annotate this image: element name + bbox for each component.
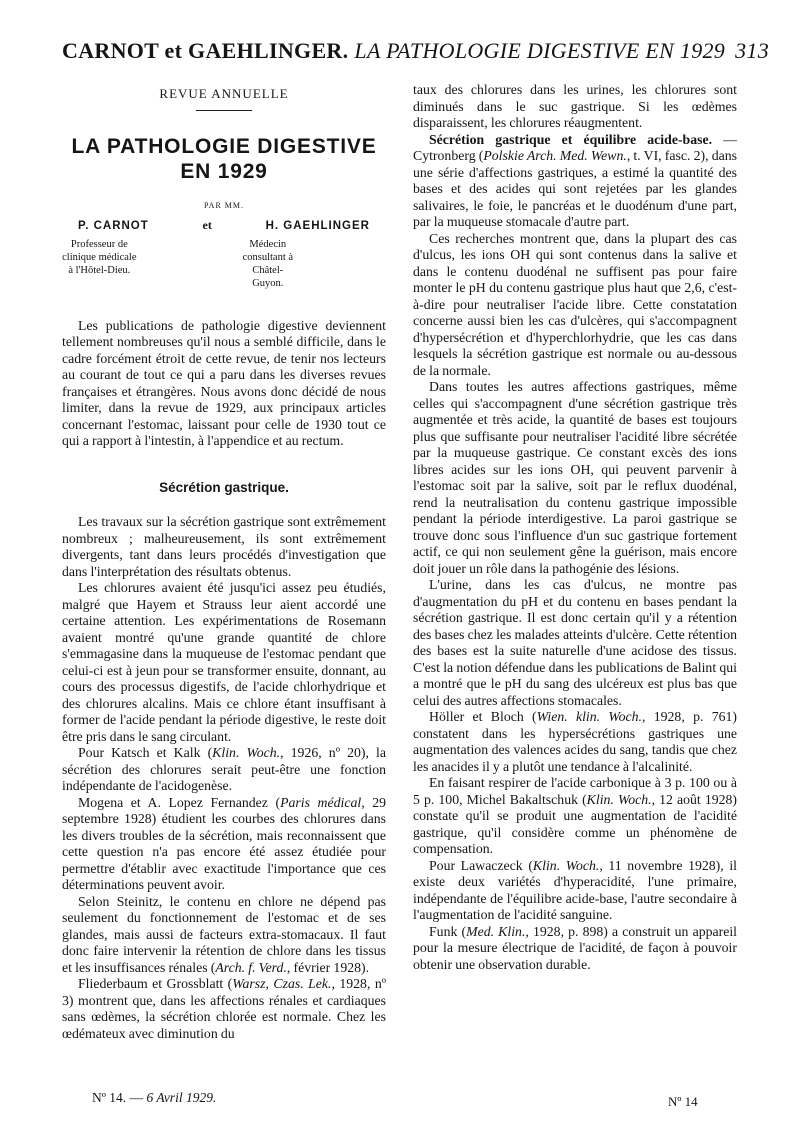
author-gaehlinger: H. GAEHLINGER bbox=[265, 220, 370, 232]
right-paragraph-0: taux des chlorures dans les urines, les chlorures sont diminués dans le suc gastrique. Si les œdèmes disparaissent, les chlorures réaugmentent. bbox=[413, 82, 737, 130]
right-paragraph-5: Höller et Bloch (Wien. klin. Woch., 1928, p. 761) constatent dans les hypersécrétions gastriques une augmentation des valences acides du sang, tandis que chez les anacides il y a plutôt une tendance à l'alcalinité. bbox=[413, 709, 738, 774]
par-mm-label: PAR MM. bbox=[203, 200, 245, 210]
article-title bbox=[62, 134, 386, 184]
right-paragraph-7: Pour Lawaczeck (Klin. Woch., 11 novembre 1928), il existe deux variétés d'hyperacidité, l'une primaire, indépendante de l'équilibre acide-base, l'autre secondaire à l'augmentation de l'acidité sanguine. bbox=[413, 857, 737, 922]
left-paragraph-6: Fliederbaum et Grossblatt (Warsz, Czas. Lek., 1928, nº 3) montrent que, dans les affections rénales et cardiaques sans œdèmes, la sécrétion chlorée est normale. Chez les œdémateux avec diminution du bbox=[62, 976, 387, 1041]
section-heading: Sécrétion gastrique. bbox=[159, 479, 289, 495]
page-number: 313 bbox=[735, 38, 770, 63]
section-label: REVUE ANNUELLE bbox=[159, 86, 289, 101]
citation: Klin. Woch. bbox=[532, 857, 600, 873]
intro-paragraph: Les publications de pathologie digestive deviennent tellement nombreuses qu'il nous a semblé difficile, dans le cadre forcément étroit de cette revue, de tenir nos lecteurs au courant de tout ce qui a paru dans les diverses revues françaises et étrangères. Nous avons donc décidé de nous limiter, dans la revue de 1929, aux principaux articles concernant l'estomac, laissant pour celle de 1930 tout ce qui a rapport à l'intestin, à l'appendice et au rectum. bbox=[62, 317, 386, 448]
citation: Arch. f. Verd. bbox=[215, 959, 287, 975]
running-head-title: LA PATHOLOGIE DIGESTIVE EN 1929 bbox=[354, 38, 726, 63]
affiliation-carnot bbox=[62, 238, 218, 290]
citation: Klin. Woch. bbox=[212, 745, 281, 760]
article-title-line1: LA PATHOLOGIE DIGESTIVE bbox=[71, 134, 377, 158]
citation: Klin. Woch. bbox=[586, 791, 652, 807]
affiliation-gaehlinger-line2: Guyon. bbox=[252, 277, 284, 289]
left-paragraph-4: Mogena et A. Lopez Fernandez (Paris médical, 29 septembre 1928) étudient les courbes des chlorures dans les divers troubles de la sécrétion, mais reconnaissent que cette question n'a pas encore été assez étudiée pour permettre d'établir avec exactitude l'importance que ces déterminations peuvent avoir. bbox=[62, 794, 386, 892]
title-divider bbox=[196, 110, 252, 111]
citation: Polskie Arch. Med. Wewn. bbox=[483, 148, 627, 163]
citation: Warsz, Czas. Lek. bbox=[232, 976, 332, 991]
right-paragraph-4: L'urine, dans les cas d'ulcus, ne montre pas d'augmentation du pH et du contenu en bases pendant la sécrétion gastrique. Il est donc certain qu'il y a rétention des bases chez les malades atteints d'ulcère. Cette rétention des bases est la suite naturelle d'une acidose des tissus. C'est la notion défendue dans les publications de Balint qui a montré que le pH du sang des ulcéreux est plus bas que celui des autres affections stomacales. bbox=[413, 577, 737, 708]
citation: Wien. klin. Woch. bbox=[536, 709, 642, 724]
right-column bbox=[413, 82, 737, 973]
subsection-heading: Sécrétion gastrique et équilibre acide-base. bbox=[429, 131, 713, 147]
affiliation-gaehlinger-line1: Médecin consultant à Châtel- bbox=[242, 238, 294, 276]
right-paragraph-1: Sécrétion gastrique et équilibre acide-base. — Cytronberg (Polskie Arch. Med. Wewn., t. VI, fasc. 2), dans une série d'affections gastriques, a estimé la quantité des bases et des acides qui sont rejetées par les glandes salivaires, le foie, le pancréas et le duodénum d'une part, par la muqueuse stomacale d'autre part. bbox=[413, 131, 737, 229]
footer-issue-right: Nº 14 bbox=[668, 1094, 698, 1109]
left-paragraph-2: Les chlorures avaient été jusqu'ici assez peu étudiés, malgré que Hayem et Strauss leur aient accordé une certaine attention. Les expérimentations de Rosemann avaient montré qu'une grande quantité de chlore s'emmagasine dans la muqueuse de l'estomac pendant que celui-ci est à jeun pour se transformer ensuite, donnant, au cours des processus digestifs, de l'acide chlorhydrique et des chlorures alcalins. Mais ce chlore étant insuffisant à former de l'acide pendant la période digestive, le reste doit être pris dans le sang circulant. bbox=[62, 580, 386, 744]
right-paragraph-8: Funk (Med. Klin., 1928, p. 898) a construit un appareil pour la mesure électrique de l'acidité, de façon à pouvoir obtenir une observation durable. bbox=[413, 923, 737, 972]
left-paragraph-5: Selon Steinitz, le contenu en chlore ne dépend pas seulement du fonctionnement de l'estomac et de ses glandes, mais aussi de facteurs extra-stomacaux. Il faut donc faire intervenir la rétention de chlore dans les tissus et les insuffisances rénales (Arch. f. Verd., février 1928). bbox=[62, 893, 386, 975]
citation: Paris médical bbox=[280, 794, 362, 810]
article-title-line2: EN 1929 bbox=[180, 159, 268, 183]
affiliation-gaehlinger bbox=[230, 238, 386, 290]
running-head bbox=[62, 38, 770, 64]
footer-date: 6 Avril 1929. bbox=[146, 1090, 217, 1105]
left-paragraph-3: Pour Katsch et Kalk (Klin. Woch., 1926, nº 20), la sécrétion des chlorures serait peut-être une fonction indépendante de l'acidogenèse. bbox=[62, 745, 386, 793]
right-paragraph-2: Ces recherches montrent que, dans la plupart des cas d'ulcus, les ions OH qui sont contenus dans la salive et dans le contenu duodénal ne suffisent pas pour faire monter le pH du contenu gastrique plus haut que 2,6, c'est-à-dire pour neutraliser l'acide libre. Cette constatation concerne aussi bien les cas d'ulcères, qui s'accompagnent d'hypersécrétion et d'hyperchlorhydrie, que les cas dans lesquels la sécrétion gastrique est normale ou au-dessous de la normale. bbox=[413, 230, 737, 378]
authors-row bbox=[62, 217, 386, 235]
affiliations-row bbox=[62, 238, 386, 290]
footer-issue bbox=[92, 1090, 216, 1106]
author-carnot: P. CARNOT bbox=[78, 220, 149, 232]
left-paragraph-1: Les travaux sur la sécrétion gastrique sont extrêmement nombreux ; malheureusement, ils sont extrêmement divergents, tant dans leurs procédés d'investigation que dans l'interprétation des résultats obtenus. bbox=[62, 514, 386, 579]
affiliation-carnot-line1: Professeur de clinique médicale bbox=[62, 238, 137, 263]
right-paragraph-3: Dans toutes les autres affections gastriques, même celles qui s'accompagnent d'une sécrétion gastrique très augmentée et très acide, la quantité de bases est toujours plus que suffisante pour neutraliser l'acidité libre sécrétée par la muqueuse gastrique. Ce constant excès des ions libres acides sur les ions OH, qui peuvent parvenir à l'estomac soit par la salive, soit par le reflux duodénal, rend la neutralisation du contenu gastrique impossible pendant la période interdigestive. La paroi gastrique se trouve donc sous l'influence d'un suc gastrique fortement actif, ce qui non seulement gêne la guérison, mais encore doit jouer un rôle dans la pathogénie des lésions. bbox=[413, 379, 737, 576]
right-paragraph-6: En faisant respirer de l'acide carbonique à 3 p. 100 ou à 5 p. 100, Michel Bakaltschuk (Klin. Woch., 12 août 1928) constate qu'il se produit une augmentation de l'acidité gastrique, qu'il considère comme un phénomène de compensation. bbox=[413, 775, 738, 856]
footer-issue-number: Nº 14. — bbox=[92, 1090, 144, 1105]
author-conjunction: et bbox=[202, 218, 212, 232]
citation: Med. Klin. bbox=[466, 923, 526, 939]
affiliation-carnot-line2: à l'Hôtel-Dieu. bbox=[68, 264, 131, 276]
running-head-authors: CARNOT et GAEHLINGER. bbox=[62, 38, 349, 63]
left-column bbox=[62, 82, 386, 1042]
